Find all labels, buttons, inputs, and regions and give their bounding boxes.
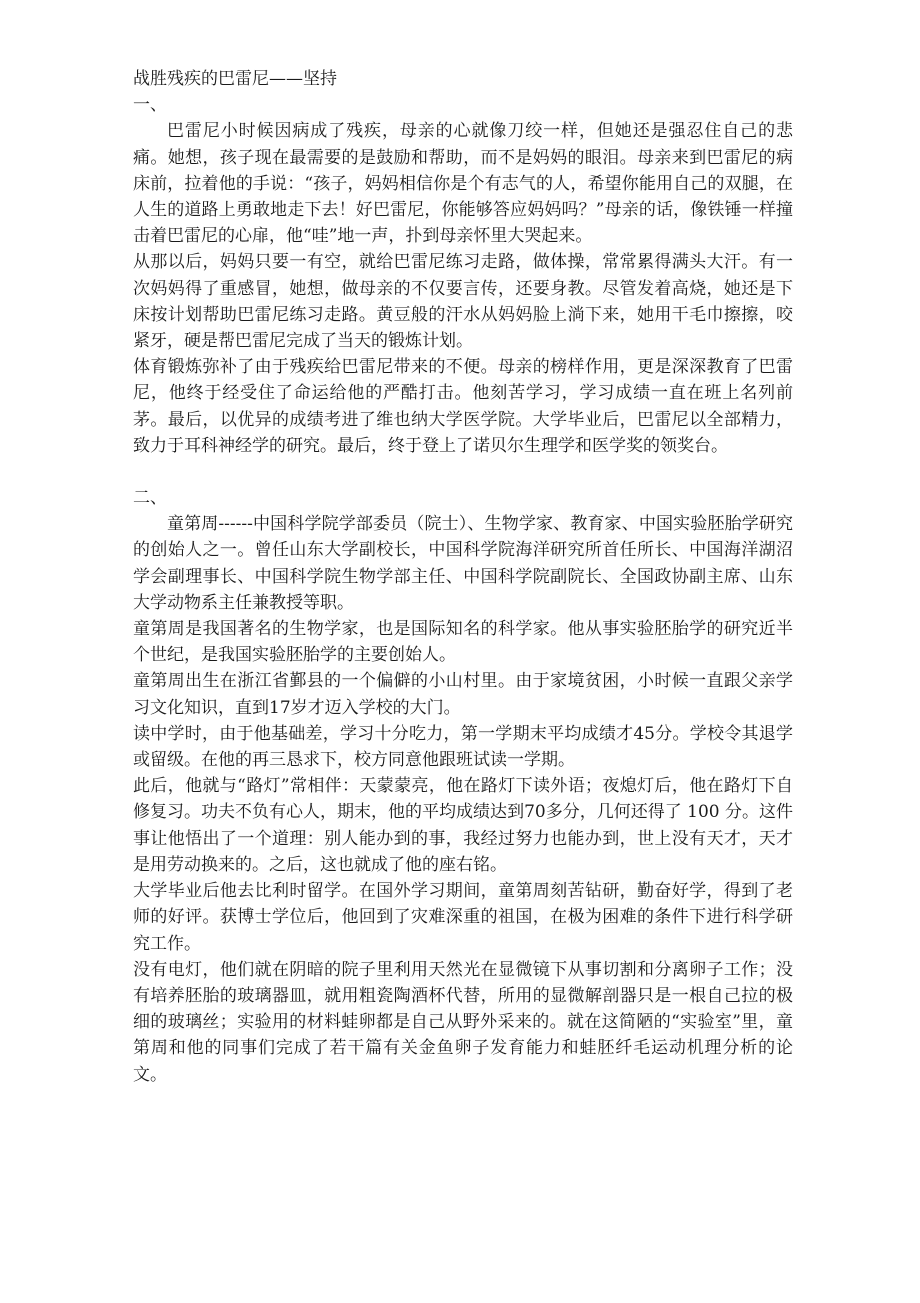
document-title: 战胜残疾的巴雷尼——坚持 [133, 69, 337, 89]
section-1-paragraph-2: 从那以后，妈妈只要一有空，就给巴雷尼练习走路，做体操，常常累得满头大汗。有一次妈妈得了重感冒，她想，做母亲的不仅要言传，还要身教。尽管发着高烧，她还是下床按计划帮助巴雷尼练习走路。黄豆般的汗水从妈妈脸上淌下来，她用干毛巾擦擦，咬紧牙，硬是帮巴雷尼完成了当天的锻炼计划。 [133, 252, 793, 352]
section-gap [133, 459, 793, 485]
section-1-paragraph-3: 体育锻炼弥补了由于残疾给巴雷尼带来的不便。母亲的榜样作用，更是深深教育了巴雷尼，他终于经受住了命运给他的严酷打击。他刻苦学习，学习成绩一直在班上名列前茅。最后，以优异的成绩考进了维也纳大学医学院。大学毕业后，巴雷尼以全部精力，致力于耳科神经学的研究。最后，终于登上了诺贝尔生理学和医学奖的领奖台。 [133, 357, 793, 456]
section-2-heading: 二、 [133, 488, 167, 509]
section-1-paragraph-1: 巴雷尼小时候因病成了残疾，母亲的心就像刀绞一样，但她还是强忍住自己的悲痛。她想，孩子现在最需要的是鼓励和帮助，而不是妈妈的眼泪。母亲来到巴雷尼的病床前，拉着他的手说：“孩子，妈妈相信你是个有志气的人，希望你能用自己的双腿，在人生的道路上勇敢地走下去！好巴雷尼，你能够答应妈妈吗？”母亲的话，像铁锤一样撞击着巴雷尼的心扉，他“哇”地一声，扑到母亲怀里大哭起来。 [133, 121, 793, 247]
section-2-paragraph-6: 大学毕业后他去比利时留学。在国外学习期间，童第周刻苦钻研，勤奋好学，得到了老师的好评。获博士学位后，他回到了灾难深重的祖国，在极为困难的条件下进行科学研究工作。 [133, 881, 793, 954]
section-2-paragraph-1: 童第周------中国科学院学部委员（院士）、生物学家、教育家、中国实验胚胎学研究的创始人之一。曾任山东大学副校长，中国科学院海洋研究所首任所长、中国海洋湖沼学会副理事长、中国科学院生物学部主任、中国科学院副院长、全国政协副主席、山东大学动物系主任兼教授等职。 [133, 514, 793, 613]
section-2-paragraph-4: 读中学时，由于他基础差，学习十分吃力，第一学期末平均成绩才45分。学校令其退学或留级。在他的再三恳求下，校方同意他跟班试读一学期。 [133, 723, 793, 771]
section-2-paragraph-5: 此后，他就与“路灯”常相伴：天蒙蒙亮，他在路灯下读外语；夜熄灯后，他在路灯下自修复习。功夫不负有心人，期末，他的平均成绩达到70多分，几何还得了 100 分。这件事让他悟出了一个道理：别人能办到的事，我经过努力也能办到，世上没有天才，天才是用劳动换来的。之后，这也就成了他的座右铭。 [133, 776, 793, 875]
section-1-heading: 一、 [133, 95, 167, 116]
section-2-paragraph-2: 童第周是我国著名的生物学家，也是国际知名的科学家。他从事实验胚胎学的研究近半个世纪，是我国实验胚胎学的主要创始人。 [133, 619, 793, 666]
section-2-paragraph-7: 没有电灯，他们就在阴暗的院子里利用天然光在显微镜下从事切割和分离卵子工作；没有培养胚胎的玻璃器皿，就用粗瓷陶酒杯代替，所用的显微解剖器只是一根自己拉的极细的玻璃丝；实验用的材料蛙卵都是自己从野外采来的。就在这简陋的“实验室”里，童第周和他的同事们完成了若干篇有关金鱼卵子发育能力和蛙胚纤毛运动机理分析的论文。 [133, 959, 793, 1085]
document-page [133, 66, 793, 1088]
section-2-paragraph-3: 童第周出生在浙江省鄞县的一个偏僻的小山村里。由于家境贫困，小时候一直跟父亲学习文化知识，直到17岁才迈入学校的大门。 [133, 671, 793, 718]
